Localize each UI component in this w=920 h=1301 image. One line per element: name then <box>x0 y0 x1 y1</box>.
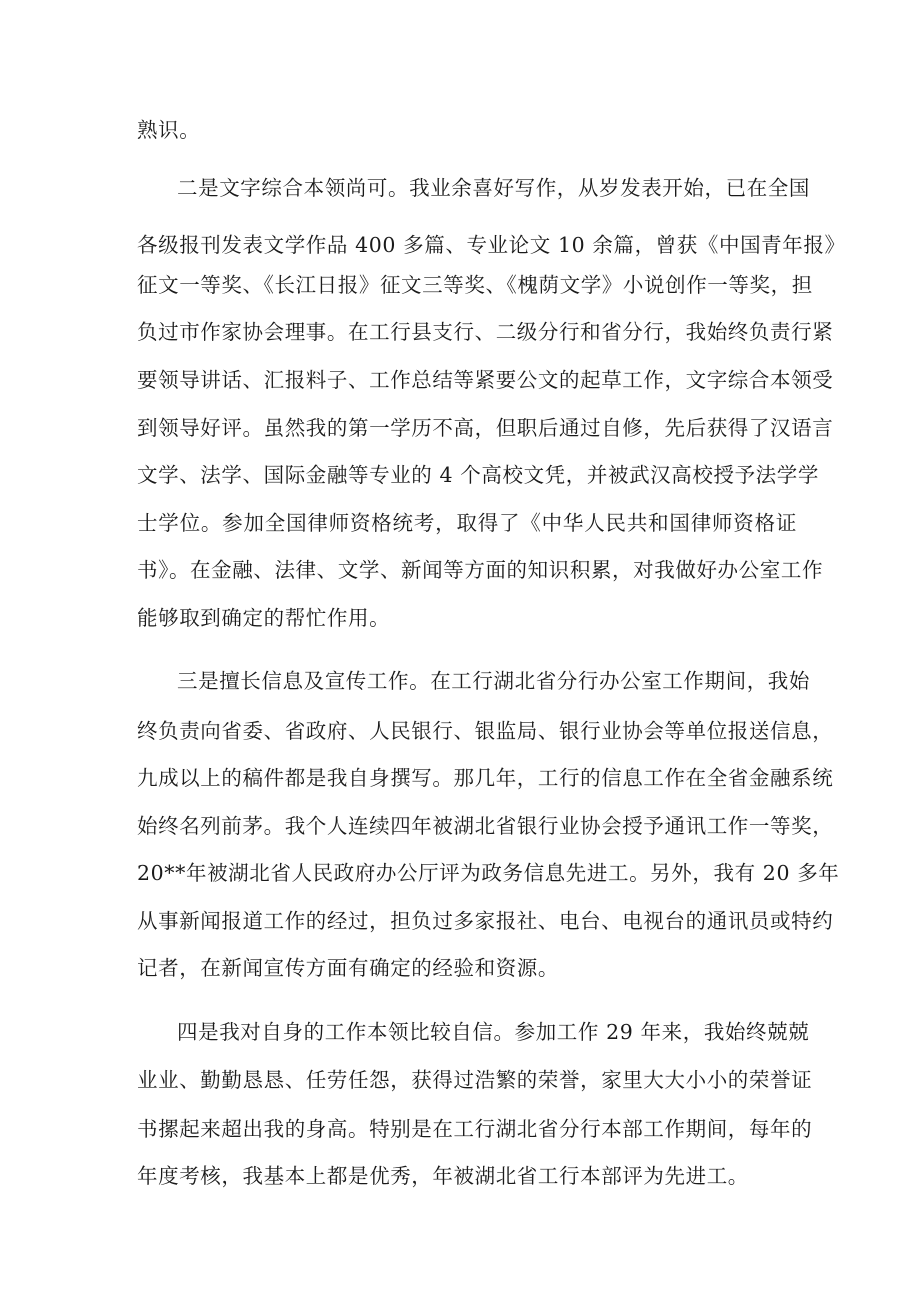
paragraph-line: 二是文字综合本领尚可。我业余喜好写作，从岁发表开始，已在全国 <box>177 176 810 200</box>
paragraph-line: 年度考核，我基本上都是优秀，年被湖北省工行本部评为先进工。 <box>137 1164 749 1188</box>
paragraph-line: 从事新闻报道工作的经过，担负过多家报社、电台、电视台的通讯员或特约 <box>137 909 834 933</box>
paragraph-line: 能够取到确定的帮忙作用。 <box>137 606 391 630</box>
paragraph-line: 书》。在金融、法律、文学、新闻等方面的知识积累，对我做好办公室工作 <box>137 558 824 582</box>
paragraph-line: 九成以上的稿件都是我自身撰写。那几年，工行的信息工作在全省金融系统 <box>137 766 834 790</box>
paragraph-line: 终负责向省委、省政府、人民银行、银监局、银行业协会等单位报送信息， <box>137 719 834 743</box>
paragraph-line: 20**年被湖北省人民政府办公厅评为政务信息先进工。另外，我有 20 多年 <box>137 861 840 885</box>
paragraph-line: 三是擅长信息及宣传工作。在工行湖北省分行办公室工作期间，我始 <box>177 669 810 693</box>
paragraph-line: 征文一等奖、《长江日报》征文三等奖、《槐荫文学》小说创作一等奖，担 <box>137 273 813 297</box>
paragraph-line: 到领导好评。虽然我的第一学历不高，但职后通过自修，先后获得了汉语言 <box>137 416 834 440</box>
paragraph-line: 始终名列前茅。我个人连续四年被湖北省银行业协会授予通讯工作一等奖， <box>137 814 834 838</box>
paragraph-line: 文学、法学、国际金融等专业的 4 个高校文凭，并被武汉高校授予法学学 <box>137 463 819 487</box>
paragraph-line: 四是我对自身的工作本领比较自信。参加工作 29 年来，我始终兢兢 <box>177 1020 810 1044</box>
paragraph-line: 士学位。参加全国律师资格统考，取得了《中华人民共和国律师资格证 <box>137 511 797 535</box>
paragraph-line: 负过市作家协会理事。在工行县支行、二级分行和省分行，我始终负责行紧 <box>137 320 834 344</box>
paragraph-line: 书摞起来超出我的身高。特别是在工行湖北省分行本部工作期间，每年的 <box>137 1117 813 1141</box>
paragraph-line: 业业、勤勤恳恳、任劳任怨，获得过浩繁的荣誉，家里大大小小的荣誉证 <box>137 1068 813 1092</box>
paragraph-line: 记者，在新闻宣传方面有确定的经验和资源。 <box>137 956 559 980</box>
paragraph-line: 熟识。 <box>137 118 201 142</box>
paragraph-line: 要领导讲话、汇报料子、工作总结等紧要公文的起草工作，文字综合本领受 <box>137 368 834 392</box>
paragraph-line: 各级报刊发表文学作品 400 多篇、专业论文 10 余篇，曾获《中国青年报》 <box>137 233 846 257</box>
